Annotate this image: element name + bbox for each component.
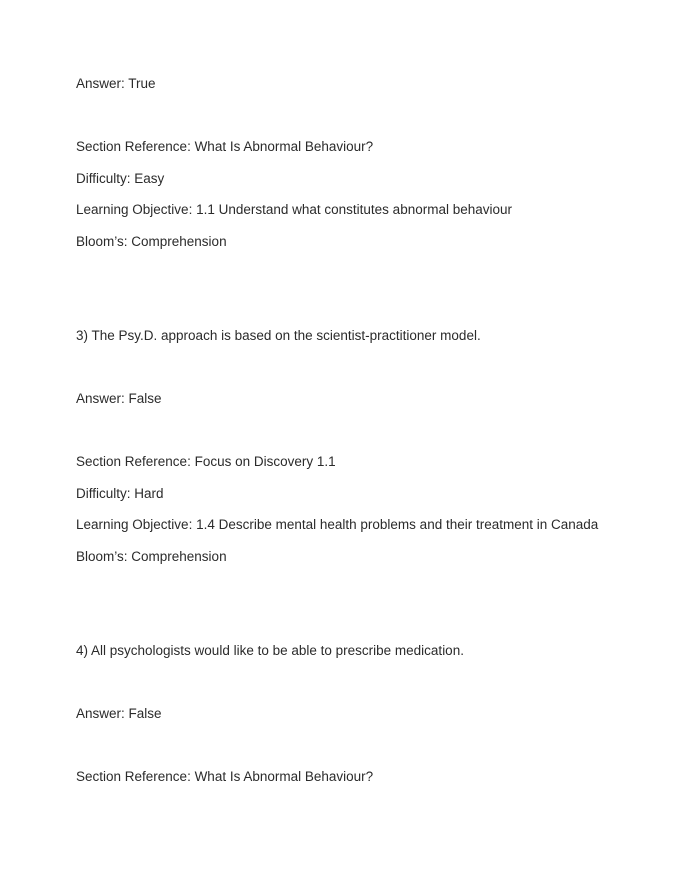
bloom-level: Bloom’s: Comprehension	[76, 234, 227, 249]
question-4: 4) All psychologists would like to be able to prescribe medication.	[76, 643, 464, 658]
learning-objective: Learning Objective: 1.1 Understand what constitutes abnormal behaviour	[76, 202, 513, 217]
question-3: 3) The Psy.D. approach is based on the scientist-practitioner model.	[76, 328, 481, 343]
learning-objective: Learning Objective: 1.4 Describe mental health problems and their treatment in Canada	[76, 517, 599, 532]
section-reference: Section Reference: Focus on Discovery 1.1	[76, 454, 336, 469]
difficulty: Difficulty: Easy	[76, 171, 165, 186]
section-reference: Section Reference: What Is Abnormal Behaviour?	[76, 139, 374, 154]
section-reference: Section Reference: What Is Abnormal Behaviour?	[76, 769, 374, 784]
answer-text: Answer: False	[76, 706, 162, 721]
answer-text: Answer: True	[76, 76, 156, 91]
bloom-level: Bloom’s: Comprehension	[76, 549, 227, 564]
answer-text: Answer: False	[76, 391, 162, 406]
difficulty: Difficulty: Hard	[76, 486, 164, 501]
